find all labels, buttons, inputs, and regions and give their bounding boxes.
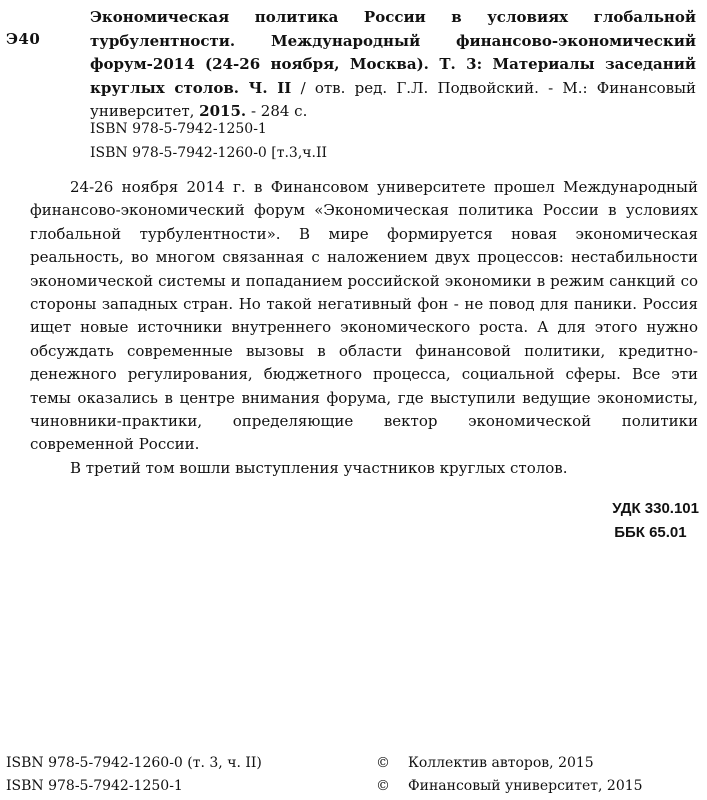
footer-isbn: ISBN 978-5-7942-1260-0 (т. 3, ч. II) <box>6 755 262 771</box>
copyright-icon: © <box>376 755 390 771</box>
abstract <box>30 176 698 480</box>
isbn-line: ISBN 978-5-7942-1250-1 <box>90 121 267 137</box>
copyright-holder: Коллектив авторов, 2015 <box>408 755 594 771</box>
copyright-icon: © <box>376 778 390 794</box>
footer-row <box>6 775 702 798</box>
classification-codes <box>612 497 699 545</box>
footer-row <box>6 752 702 775</box>
isbn-list <box>90 118 327 165</box>
bbk-code: ББК 65.01 <box>614 524 687 541</box>
page-count: - 284 с. <box>250 102 308 120</box>
bibliographic-record <box>90 6 696 124</box>
copyright-holder: Финансовый университет, 2015 <box>408 778 643 794</box>
udk-code: УДК 330.101 <box>612 500 699 517</box>
abstract-paragraph: 24-26 ноября 2014 г. в Финансовом университете прошел Международный финансово-экономический форум «Экономическая политика России в условиях глобальной турбулентности». В мире формируется новая экономическая реальность, во многом связанная с наложением двух процессов: нестабильности экономической системы и попаданием российской экономики в режим санкций со стороны западных стран. Но такой негативный фон - не повод для паники. Россия ищет новые источники внутреннего экономического роста. А для этого нужно обсуждать современные вызовы в области финансовой политики, кредитно-денежного регулирования, бюджетного процесса, социальной сферы. Все эти темы оказались в центре внимания форума, где выступили ведущие экономисты, чиновники-практики, определяющие вектор экономической политики современной России. <box>30 178 698 454</box>
footer-isbn: ISBN 978-5-7942-1250-1 <box>6 778 183 794</box>
isbn-line: ISBN 978-5-7942-1260-0 [т.3,ч.II <box>90 144 328 161</box>
book-title: Экономическая политика России в условиях глобальной турбулентности. Международный финансово-экономический форум-2014 (24-26 ноября, Москва). Т. 3: Материалы заседаний круглых столов. Ч. II <box>90 8 696 97</box>
publication-year: 2015. <box>199 102 247 120</box>
abstract-paragraph: В третий том вошли выступления участников круглых столов. <box>70 458 568 477</box>
responsibility-statement: / отв. ред. Г.Л. Подвойский. - М.: Финансовый университет, <box>90 78 697 120</box>
copyright-footer <box>6 752 702 798</box>
author-sign-code: Э40 <box>6 30 41 48</box>
